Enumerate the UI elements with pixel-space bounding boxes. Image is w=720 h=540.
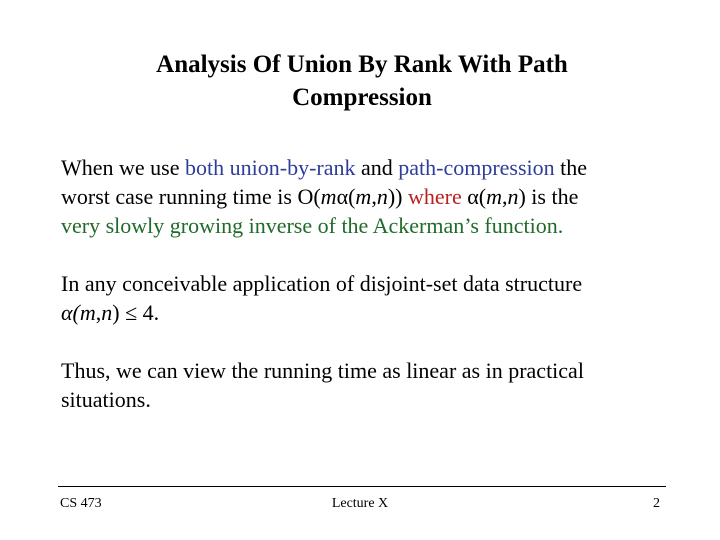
p2-comma: , [95, 300, 102, 325]
p1-comma2: , [501, 184, 508, 209]
p1-alpha2: α( [461, 184, 487, 209]
title-line-1: Analysis Of Union By Rank With Path [156, 51, 568, 78]
footer-lecture: Lecture X [331, 496, 389, 511]
p1-var-n: n [376, 184, 388, 209]
p1-text-worst-case: worst case running time is O( [61, 184, 321, 209]
p3-line-2: situations. [61, 387, 151, 412]
p1-close-parens: )) [387, 184, 403, 209]
p1-var-m: m [320, 184, 337, 209]
p1-where: where [402, 184, 462, 209]
p1-var-n2: n [507, 184, 519, 209]
paragraph-complexity [61, 153, 671, 240]
p2-var-n: n [101, 300, 113, 325]
p3-line-1: Thus, we can view the running time as linear as in practical [61, 358, 584, 383]
p1-var-m2: m [355, 184, 372, 209]
p1-alpha: α( [336, 184, 356, 209]
p1-text-and: and [355, 155, 399, 180]
p1-union-by-rank: both union-by-rank [185, 155, 356, 180]
p2-alpha: α( [61, 300, 80, 325]
p1-text-intro: When we use [61, 155, 186, 180]
p1-text-the: the [554, 155, 588, 180]
footer-course: CS 473 [60, 496, 102, 511]
p1-var-m3: m [486, 184, 502, 209]
slide-title [112, 48, 612, 114]
p2-line-1: In any conceivable application of disjoint-set data structure [61, 271, 583, 296]
p1-comma: , [371, 184, 377, 209]
footer-divider [58, 486, 666, 487]
p1-ackerman-line: very slowly growing inverse of the Ackerman’s function. [61, 213, 564, 238]
footer-page-number: 2 [653, 496, 660, 511]
p2-bound: ) ≤ 4. [112, 300, 160, 325]
paragraph-linear [61, 356, 671, 414]
p1-path-compression: path-compression [398, 155, 555, 180]
title-line-2: Compression [292, 84, 432, 111]
p1-is-the: ) is the [518, 184, 579, 209]
p2-var-m: m [79, 300, 96, 325]
paragraph-bound [61, 269, 671, 327]
